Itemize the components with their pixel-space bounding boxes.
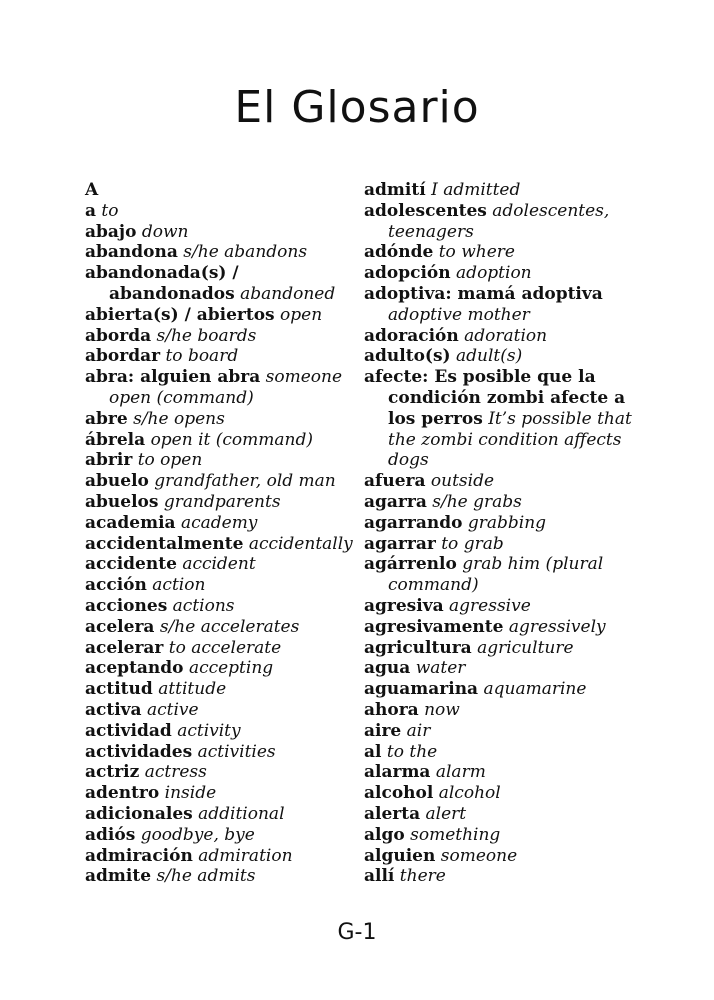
glossary-term: activa	[85, 699, 142, 720]
glossary-term: abra: alguien abra	[85, 367, 261, 388]
glossary-definition: agriculture	[477, 637, 574, 658]
glossary-entry	[85, 534, 360, 555]
glossary-term: academia	[85, 512, 176, 533]
glossary-entry	[85, 430, 360, 451]
glossary-entry	[85, 242, 360, 263]
glossary-definition: open it (command)	[150, 429, 313, 450]
glossary-entry	[85, 492, 360, 513]
glossary-entry	[85, 513, 360, 534]
glossary-definition: adolescentes, teenagers	[388, 200, 610, 242]
glossary-entry	[364, 367, 639, 471]
glossary-entry	[85, 638, 360, 659]
glossary-definition: to accelerate	[168, 637, 282, 658]
glossary-entry	[85, 742, 360, 763]
glossary-definition: there	[399, 866, 446, 887]
glossary-term: acelerar	[85, 637, 164, 658]
glossary-term: abrir	[85, 450, 133, 471]
glossary-term: agricultura	[364, 637, 472, 658]
glossary-entry	[85, 721, 360, 742]
glossary-definition: now	[424, 699, 460, 720]
right-entries	[364, 180, 639, 887]
glossary-entry	[364, 201, 639, 243]
section-letter: A	[85, 180, 99, 200]
glossary-definition: accident	[182, 554, 256, 575]
glossary-term: al	[364, 741, 382, 762]
glossary-definition: adoptive mother	[388, 304, 530, 325]
glossary-term: adulto(s)	[364, 346, 451, 367]
glossary-entry	[364, 679, 639, 700]
glossary-definition: down	[141, 221, 189, 242]
glossary-definition: action	[152, 575, 206, 596]
glossary-entry	[364, 617, 639, 638]
glossary-entry	[85, 783, 360, 804]
glossary-term: accidentalmente	[85, 533, 244, 554]
glossary-term: admití	[364, 180, 426, 200]
glossary-definition: s/he admits	[156, 866, 256, 887]
glossary-term: abre	[85, 408, 128, 429]
glossary-term: abuelos	[85, 491, 159, 512]
glossary-entry	[364, 804, 639, 825]
glossary-entry	[364, 825, 639, 846]
glossary-entry	[85, 326, 360, 347]
page-number: G-1	[337, 920, 377, 945]
glossary-term: aceptando	[85, 658, 184, 679]
glossary-column-right	[364, 180, 639, 887]
glossary-term: abierta(s) / abiertos	[85, 304, 275, 325]
glossary-definition: s/he opens	[133, 408, 225, 429]
glossary-entry	[85, 346, 360, 367]
glossary-entry	[85, 554, 360, 575]
glossary-definition: to grab	[441, 533, 504, 554]
glossary-entry	[364, 742, 639, 763]
glossary-entry	[364, 284, 639, 326]
glossary-entry	[364, 326, 639, 347]
glossary-definition: accidentally	[248, 533, 353, 554]
glossary-entry	[364, 783, 639, 804]
glossary-entry	[85, 762, 360, 783]
glossary-entry	[85, 617, 360, 638]
glossary-definition: to board	[165, 346, 239, 367]
glossary-entry	[364, 242, 639, 263]
glossary-term: alarma	[364, 762, 431, 783]
glossary-entry	[364, 554, 639, 596]
glossary-definition: adoption	[456, 263, 532, 284]
glossary-definition: air	[406, 720, 431, 741]
glossary-entry	[85, 804, 360, 825]
glossary-term: agarra	[364, 491, 427, 512]
glossary-term: ábrela	[85, 429, 146, 450]
glossary-definition: actions	[172, 595, 235, 616]
glossary-entry	[364, 762, 639, 783]
glossary-definition: someone	[440, 845, 518, 866]
glossary-term: afecte: Es posible que la condición zombi afecte a los perros	[364, 367, 626, 429]
glossary-term: alcohol	[364, 783, 434, 804]
glossary-definition: alarm	[435, 762, 486, 783]
glossary-definition: adoration	[464, 325, 548, 346]
glossary-definition: I admitted	[431, 180, 521, 200]
glossary-entry	[85, 367, 360, 409]
glossary-entry	[364, 638, 639, 659]
glossary-definition: grandparents	[163, 491, 281, 512]
glossary-term: abordar	[85, 346, 161, 367]
glossary-term: abajo	[85, 221, 137, 242]
glossary-term: actividades	[85, 741, 193, 762]
glossary-definition: open	[280, 304, 323, 325]
glossary-entry	[364, 721, 639, 742]
glossary-definition: additional	[198, 803, 285, 824]
glossary-entry	[85, 450, 360, 471]
glossary-definition: grab him (plural command)	[388, 554, 604, 596]
glossary-definition: to the	[386, 741, 438, 762]
glossary-definition: alcohol	[438, 783, 501, 804]
glossary-definition: s/he accelerates	[159, 616, 300, 637]
glossary-term: aborda	[85, 325, 152, 346]
glossary-term: agua	[364, 658, 411, 679]
glossary-definition: goodbye, bye	[140, 824, 255, 845]
glossary-term: agresiva	[364, 595, 444, 616]
glossary-entry	[364, 180, 639, 201]
glossary-definition: s/he grabs	[432, 491, 522, 512]
glossary-definition: active	[146, 699, 199, 720]
glossary-term: adiós	[85, 824, 136, 845]
glossary-entry	[85, 679, 360, 700]
glossary-definition: actress	[144, 762, 207, 783]
glossary-entry	[85, 846, 360, 867]
glossary-definition: activity	[177, 720, 241, 741]
glossary-entry	[364, 846, 639, 867]
glossary-entry	[85, 700, 360, 721]
glossary-term: abuelo	[85, 471, 149, 492]
glossary-term: afuera	[364, 471, 426, 492]
glossary-definition: agressive	[449, 595, 531, 616]
glossary-entry	[85, 866, 360, 887]
glossary-term: ahora	[364, 699, 419, 720]
glossary-term: admiración	[85, 845, 193, 866]
glossary-term: acciones	[85, 595, 168, 616]
glossary-entry	[85, 409, 360, 430]
glossary-definition: abandoned	[240, 283, 336, 304]
glossary-term: adentro	[85, 783, 160, 804]
glossary-entry	[85, 658, 360, 679]
glossary-term: admite	[85, 866, 152, 887]
glossary-entry	[85, 222, 360, 243]
glossary-term: adoptiva: mamá adoptiva	[364, 283, 603, 304]
glossary-term: adolescentes	[364, 200, 487, 221]
glossary-term: adopción	[364, 263, 451, 284]
glossary-entry	[364, 471, 639, 492]
glossary-entry	[364, 346, 639, 367]
glossary-definition: accepting	[188, 658, 274, 679]
glossary-definition: alert	[425, 803, 467, 824]
glossary-definition: admiration	[198, 845, 293, 866]
glossary-term: aire	[364, 720, 402, 741]
glossary-entry	[85, 596, 360, 617]
glossary-term: actriz	[85, 762, 140, 783]
glossary-entry	[364, 700, 639, 721]
glossary-entry	[85, 305, 360, 326]
glossary-entry	[364, 658, 639, 679]
glossary-entry	[85, 201, 360, 222]
glossary-term: accidente	[85, 554, 177, 575]
glossary-term: adónde	[364, 242, 434, 263]
glossary-definition: to	[101, 200, 119, 221]
glossary-entry	[85, 471, 360, 492]
glossary-term: alguien	[364, 845, 436, 866]
glossary-definition: to open	[137, 450, 203, 471]
glossary-definition: something	[410, 824, 501, 845]
glossary-definition: adult(s)	[455, 346, 523, 367]
glossary-definition: someone open (command)	[109, 367, 343, 408]
glossary-term: agárrenlo	[364, 554, 457, 575]
glossary-definition: s/he boards	[156, 325, 257, 346]
glossary-term: allí	[364, 866, 395, 887]
glossary-term: actitud	[85, 679, 153, 700]
glossary-term: a	[85, 200, 97, 221]
glossary-definition: activities	[197, 741, 276, 762]
glossary-definition: inside	[164, 783, 217, 804]
glossary-definition: outside	[430, 471, 495, 492]
glossary-entry	[85, 575, 360, 596]
glossary-entry	[364, 513, 639, 534]
page-title: El Glosario	[234, 82, 480, 133]
glossary-term: acción	[85, 575, 147, 596]
glossary-column-left	[85, 180, 360, 887]
glossary-term: acelera	[85, 616, 155, 637]
glossary-term: abandonada(s) / abandonados	[85, 263, 239, 304]
glossary-definition: attitude	[158, 679, 227, 700]
glossary-definition: grabbing	[467, 512, 547, 533]
glossary-term: alerta	[364, 803, 421, 824]
glossary-term: aguamarina	[364, 679, 479, 700]
glossary-term: abandona	[85, 242, 178, 263]
glossary-definition: grandfather, old man	[154, 471, 336, 492]
glossary-entry	[85, 263, 360, 305]
glossary-definition: to where	[438, 242, 515, 263]
glossary-definition: It’s possible that the zombi condition affects dogs	[388, 408, 632, 471]
glossary-term: agarrando	[364, 512, 463, 533]
glossary-entry	[364, 596, 639, 617]
glossary-term: algo	[364, 824, 405, 845]
glossary-entry	[85, 825, 360, 846]
glossary-definition: s/he abandons	[183, 242, 308, 263]
glossary-entry	[364, 492, 639, 513]
glossary-term: agresivamente	[364, 616, 504, 637]
glossary-definition: water	[415, 658, 466, 679]
glossary-entry	[364, 866, 639, 887]
glossary-definition: aquamarine	[483, 679, 587, 700]
left-entries	[85, 201, 360, 887]
glossary-definition: academy	[180, 512, 258, 533]
glossary-definition: agressively	[508, 616, 606, 637]
glossary-term: agarrar	[364, 533, 436, 554]
glossary-term: actividad	[85, 720, 172, 741]
glossary-entry	[364, 263, 639, 284]
glossary-term: adoración	[364, 325, 459, 346]
glossary-term: adicionales	[85, 803, 193, 824]
glossary-entry	[364, 534, 639, 555]
